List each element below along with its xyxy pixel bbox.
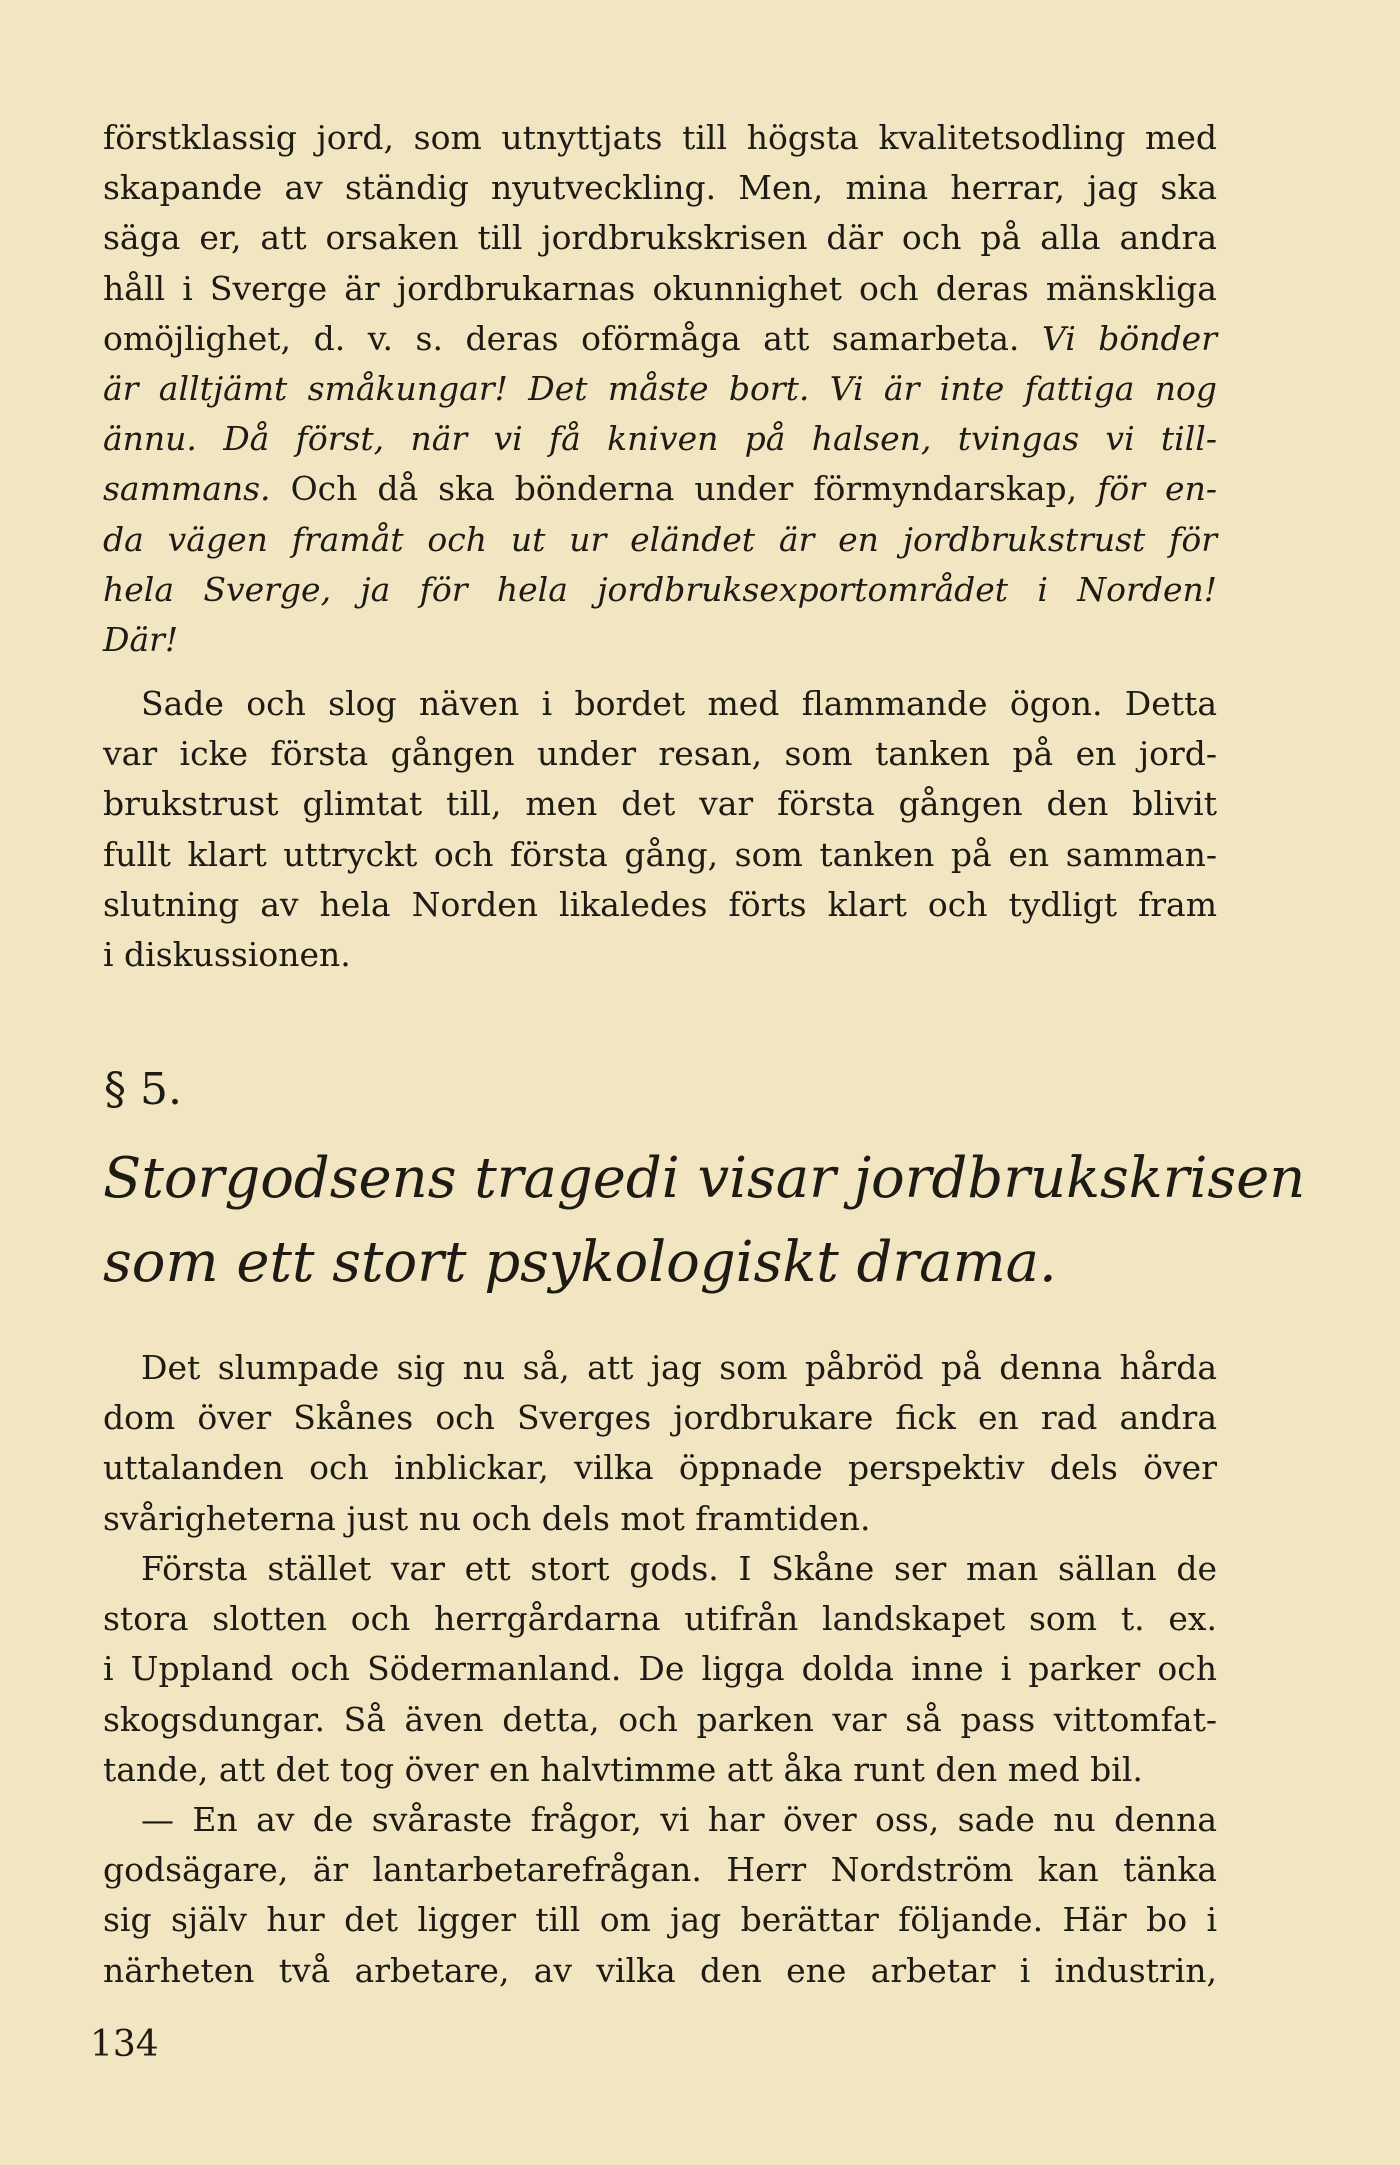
heading-line: Storgodsens tragedi visar jordbrukskrisen (103, 1146, 1306, 1211)
text-line: uttalanden och inblickar, vilka öppnade perspektiv dels över (103, 1448, 1217, 1488)
italic-run: sammans. (103, 469, 271, 509)
text-line: fullt klart uttryckt och första gång, som tanken på en samman- (103, 834, 1217, 874)
text-run: Och då ska bönderna under förmyndarskap, (290, 469, 1078, 509)
italic-run: för en- (1097, 469, 1217, 509)
section-heading (103, 1137, 1306, 1305)
heading-line: som ett stort psykologiskt drama. (103, 1230, 1057, 1295)
text-line: är alltjämt småkungar! Det måste bort. Vi är inte fattiga nog (103, 369, 1217, 409)
text-line: förstklassig jord, som utnyttjats till högsta kvalitetsodling med (103, 118, 1217, 157)
text-line (103, 314, 1217, 364)
text-run: omöjlighet, d. v. s. deras oförmåga att samarbeta. (103, 318, 1020, 358)
text-line: godsägare, är lantarbetarefrågan. Herr Nordström kan tänka (103, 1850, 1217, 1890)
text-line: närheten två arbetare, av vilka den ene arbetar i industrin, (103, 1950, 1217, 1990)
paragraph-2 (103, 679, 1217, 980)
section-mark: § 5. (104, 1064, 182, 1115)
text-line: tande, att det tog över en halvtimme att åka runt den med bil. (103, 1749, 1143, 1789)
text-line: skapande av ständig nyutveckling. Men, mina herrar, jag ska (103, 168, 1217, 208)
paragraph-3 (103, 1343, 1217, 1544)
text-line: brukstrust glimtat till, men det var första gången den blivit (103, 784, 1217, 824)
text-line: i Uppland och Södermanland. De ligga dolda inne i parker och (103, 1649, 1217, 1689)
text-line: stora slotten och herrgårdarna utifrån landskapet som t. ex. (103, 1599, 1217, 1639)
page-number: 134 (90, 2024, 159, 2065)
text-line: Sade och slog näven i bordet med flammande ögon. Detta (141, 684, 1217, 723)
paragraph-1 (103, 113, 1217, 665)
text-line (103, 464, 1217, 514)
text-line: Det slumpade sig nu så, att jag som påbröd på denna hårda (141, 1348, 1217, 1387)
text-line: säga er, att orsaken till jordbrukskrisen där och på alla andra (103, 218, 1217, 258)
italic-run: Vi bönder (1041, 318, 1217, 358)
text-line: Första stället var ett stort gods. I Skåne ser man sällan de (141, 1549, 1217, 1588)
text-line: da vägen framåt och ut ur eländet är en jordbrukstrust för (103, 519, 1217, 559)
text-line: hela Sverge, ja för hela jordbruksexportområdet i Norden! (103, 569, 1217, 609)
paragraph-5 (103, 1795, 1217, 1996)
paragraph-4 (103, 1544, 1217, 1795)
text-line: dom över Skånes och Sverges jordbrukare fick en rad andra (103, 1398, 1217, 1438)
text-line: sig själv hur det ligger till om jag berättar följande. Här bo i (103, 1900, 1217, 1940)
text-line: skogsdungar. Så även detta, och parken var så pass vittomfat- (103, 1699, 1217, 1739)
text-line: slutning av hela Norden likaledes förts klart och tydligt fram (103, 884, 1217, 924)
text-line: ännu. Då först, när vi få kniven på halsen, tvingas vi till- (103, 419, 1217, 459)
text-line: håll i Sverge är jordbrukarnas okunnighet och deras mänskliga (103, 268, 1217, 308)
text-line: svårigheterna just nu och dels mot framtiden. (103, 1498, 871, 1538)
text-line: var icke första gången under resan, som tanken på en jord- (103, 734, 1217, 774)
text-line: — En av de svåraste frågor, vi har över oss, sade nu denna (141, 1800, 1217, 1839)
text-line: i diskussionen. (103, 935, 351, 975)
text-line: Där! (103, 620, 179, 660)
